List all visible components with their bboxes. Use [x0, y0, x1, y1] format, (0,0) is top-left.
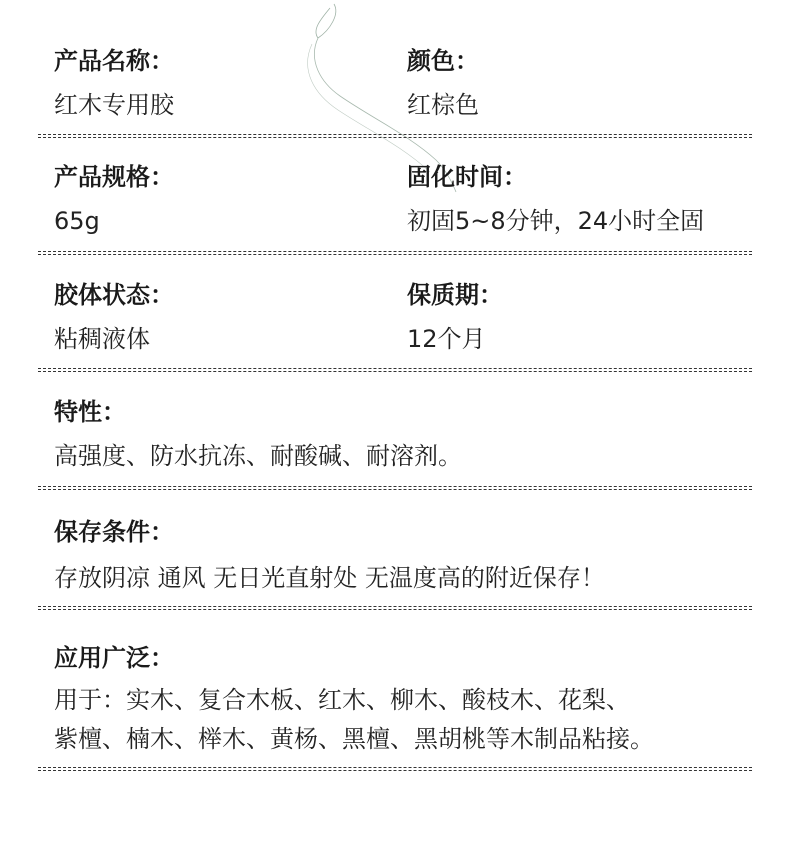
section-spec-cure [38, 160, 752, 250]
shelf-life-value: 12个月 [407, 325, 486, 353]
application-label: 应用广泛： [54, 644, 174, 672]
product-name-label: 产品名称： [54, 47, 174, 75]
product-name-value: 红木专用胶 [54, 91, 174, 119]
divider [38, 606, 752, 610]
application-value-line-2: 紫檀、楠木、榉木、黄杨、黑檀、黑胡桃等木制品粘接。 [54, 725, 654, 753]
shelf-life-label: 保质期： [407, 281, 503, 309]
features-value: 高强度、防水抗冻、耐酸碱、耐溶剂。 [54, 442, 462, 470]
section-state-shelf [38, 278, 752, 368]
features-label: 特性： [54, 398, 126, 426]
state-label: 胶体状态： [54, 281, 174, 309]
color-label: 颜色： [407, 47, 479, 75]
storage-label: 保存条件： [54, 518, 174, 546]
state-value: 粘稠液体 [54, 325, 150, 353]
divider [38, 251, 752, 255]
section-features [38, 395, 752, 485]
spec-value: 65g [54, 207, 100, 235]
cure-time-value: 初固5~8分钟，24小时全固 [407, 207, 705, 235]
divider [38, 767, 752, 771]
application-value-line-1: 用于：实木、复合木板、红木、柳木、酸枝木、花梨、 [54, 686, 630, 714]
storage-value: 存放阴凉 通风 无日光直射处 无温度高的附近保存！ [54, 564, 605, 592]
section-name-color [38, 44, 752, 134]
divider [38, 134, 752, 138]
divider [38, 368, 752, 372]
color-value: 红棕色 [407, 91, 479, 119]
cure-time-label: 固化时间： [407, 163, 527, 191]
section-application [38, 641, 752, 761]
spec-label: 产品规格： [54, 163, 174, 191]
section-storage [38, 515, 752, 605]
divider [38, 486, 752, 490]
